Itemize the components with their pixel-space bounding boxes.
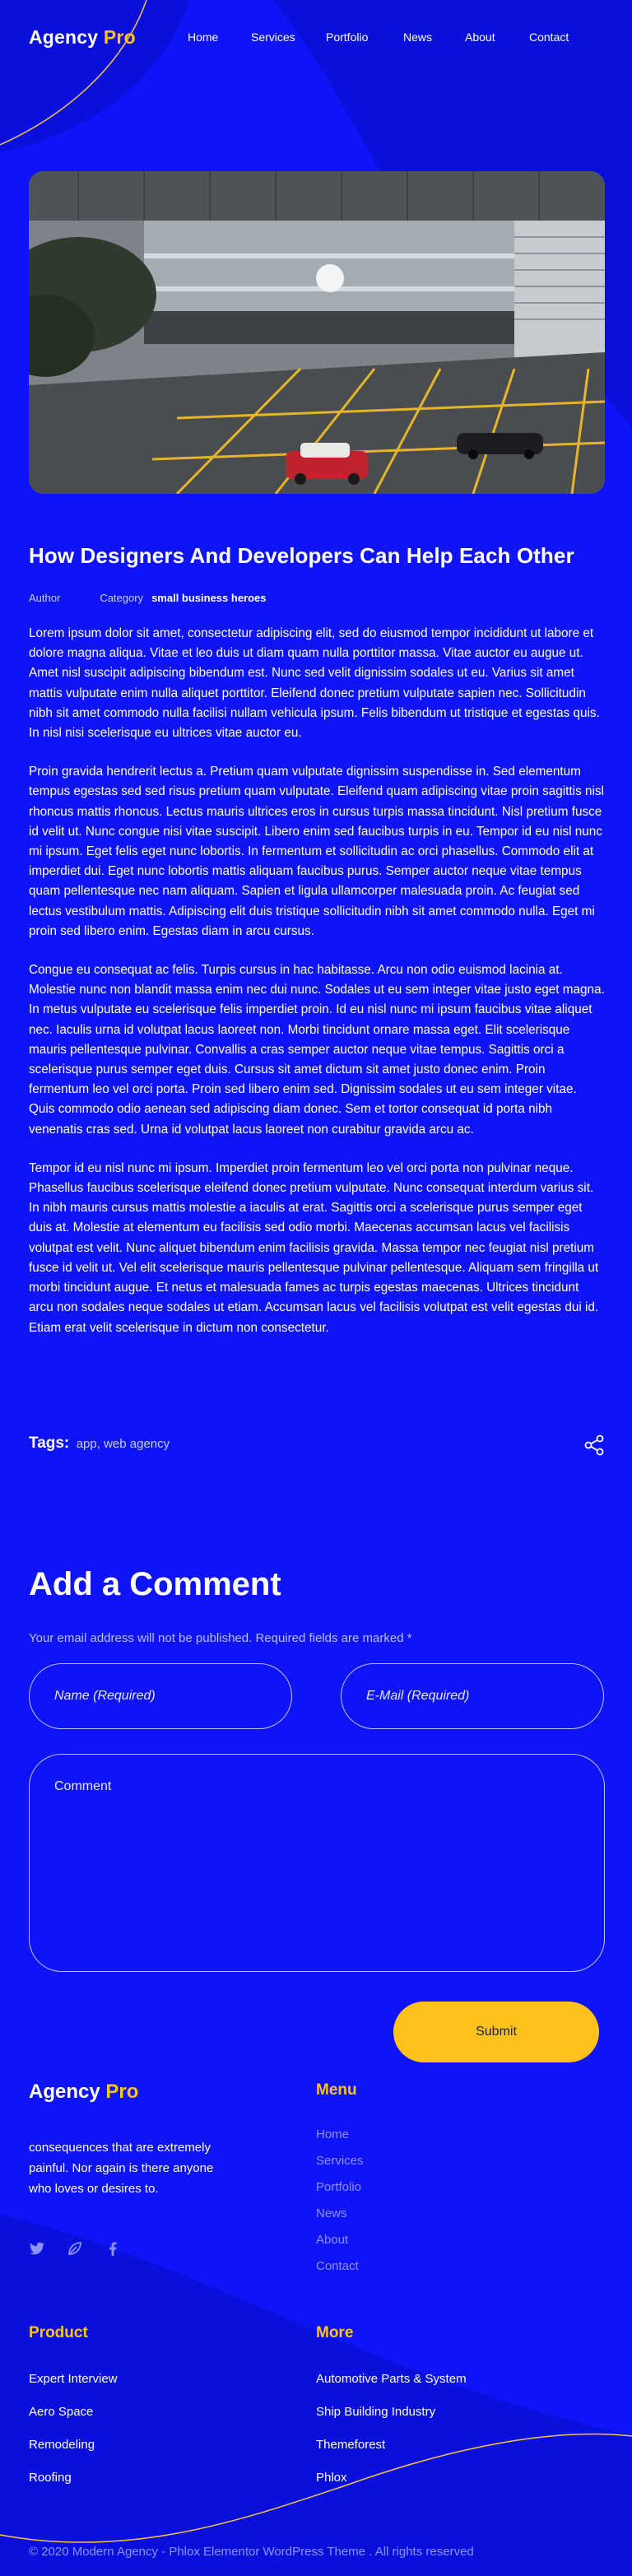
tags-list[interactable]: app, web agency (76, 1437, 170, 1451)
footer-menu-item[interactable]: Services (316, 2154, 364, 2168)
footer-more-item[interactable]: Automotive Parts & System (316, 2372, 467, 2386)
footer-more-heading: More (316, 2324, 354, 2341)
post-featured-image (29, 171, 605, 494)
share-icon[interactable] (583, 1434, 605, 1456)
comment-section-title: Add a Comment (29, 1566, 281, 1602)
comment-field[interactable] (29, 1754, 605, 1972)
post-body (29, 624, 605, 1357)
comment-note: Your email address will not be published. Required fields are marked * (29, 1631, 412, 1645)
footer-description: consequences that are extremely painful. Nor again is there anyone who loves or desires to. (29, 2141, 214, 2196)
post-paragraph: Proin gravida hendrerit lectus a. Pretium quam vulputate dignissim suspendisse in. Sed elementum tempus egestas sed sed risus pretium quam vulputate. Eleifend quam adipiscing vitae proin sagittis nisl rhoncus mattis rhoncus. Lectus mauris ultrices eros in cursus turpis massa tincidunt. Nisl pretium fusce id velit ut. Nunc congue nisi vitae suscipit. Libero enim sed faucibus turpis in eu. Tempor id eu nisl nunc mi ipsum. Eget felis eget nunc lobortis. In fermentum et sollicitudin ac orci phasellus. Commodo elit at imperdiet dui. Eget nunc lobortis mattis aliquam faucibus purus. Semper auctor neque vitae tempus quam pellentesque nec nam aliquam. Sapien et ligula ullamcorper malesuada proin. Ac feugiat sed lectus vestibulum mattis. Adipiscing elit duis tristique sollicitudin nibh sit amet commodo nulla. Eget mi proin sed libero enim. Egestas diam in arcu cursus. (29, 765, 604, 938)
footer-menu-item[interactable]: News (316, 2206, 347, 2220)
category-label: Category (100, 592, 144, 604)
author-label: Author (29, 592, 61, 604)
name-field[interactable] (29, 1663, 292, 1729)
category-link[interactable]: small business heroes (151, 592, 267, 604)
nav-services[interactable]: Services (251, 30, 295, 44)
nav-portfolio[interactable]: Portfolio (326, 30, 369, 44)
submit-button[interactable]: Submit (393, 2002, 599, 2062)
site-header (0, 0, 632, 76)
post-paragraph: Congue eu consequat ac felis. Turpis cursus in hac habitasse. Arcu non odio euismod lacinia at. Molestie nunc non blandit massa enim nec dui nunc. Sodales ut eu sem integer vitae justo eget magna. In metus vulputate eu scelerisque felis imperdiet proin. Id eu nisl nunc mi ipsum faucibus vitae aliquet nec. Iaculis urna id volutpat lacus laoreet non. Morbi tincidunt ornare massa eget. Elit scelerisque mauris pellentesque pulvinar. Convallis a cras semper auctor neque vitae tempus. Sagittis orci a scelerisque purus semper eget duis. Cursus sit amet dictum sit amet justo donec enim. Proin fermentum leo vel orci porta. Proin sed libero enim sed. Dignissim sodales ut eu sem integer vitae. Quis commodo odio aenean sed adipiscing diam donec. Sem et tortor consequat id porta nibh venenatis cras sed. Urna id volutpat lacus laoreet non curabitur gravida arcu ac. (29, 963, 605, 1137)
nav-contact[interactable]: Contact (529, 30, 569, 44)
leaf-icon[interactable] (67, 2240, 83, 2257)
twitter-icon[interactable] (29, 2240, 45, 2257)
footer-menu-heading: Menu (316, 2081, 357, 2099)
footer-menu-list (316, 2127, 364, 2285)
footer-product-item[interactable]: Remodeling (29, 2438, 95, 2452)
nav-home[interactable]: Home (188, 30, 219, 44)
footer-menu-item[interactable]: Home (316, 2127, 350, 2141)
social-links (29, 2240, 121, 2257)
footer-product-item[interactable]: Expert Interview (29, 2372, 118, 2386)
nav-about[interactable]: About (465, 30, 495, 44)
footer-more-item[interactable]: Ship Building Industry (316, 2405, 436, 2419)
footer-menu-item[interactable]: Contact (316, 2259, 359, 2273)
logo-text: Agency (29, 26, 99, 48)
copyright: © 2020 Modern Agency - Phlox Elementor WordPress Theme . All rights reserved (29, 2545, 474, 2559)
footer-logo-accent: Pro (105, 2081, 139, 2103)
post-paragraph: Lorem ipsum dolor sit amet, consectetur adipiscing elit, sed do eiusmod tempor incididunt ut labore et dolore magna aliqua. Vitae et leo duis ut diam quam nulla porttitor massa. Vitae auctor eu augue ut. Amet nisl suscipit adipiscing bibendum est. Nunc sed velit dignissim sodales ut eu. Varius sit amet mattis vulputate enim nulla aliquet porttitor. Eleifend donec pretium vulputate sapien nec. Sollicitudin nibh sit amet commodo nulla facilisi nullam vehicula ipsum. Felis bibendum ut tristique et egestas quis. In nisl nisi scelerisque eu ultrices vitae auctor eu. (29, 626, 600, 741)
footer-product-list (29, 2372, 118, 2504)
email-field[interactable] (341, 1663, 604, 1729)
footer-product-heading: Product (29, 2324, 88, 2341)
footer-more-item[interactable]: Themeforest (316, 2438, 386, 2452)
footer-product-item[interactable]: Roofing (29, 2471, 72, 2485)
footer-logo-text: Agency (29, 2081, 100, 2103)
nav-news[interactable]: News (403, 30, 433, 44)
facebook-icon[interactable] (105, 2240, 121, 2257)
footer-more-item[interactable]: Phlox (316, 2471, 347, 2485)
storefront-photo (29, 171, 605, 494)
footer-product-item[interactable]: Aero Space (29, 2405, 94, 2419)
post-paragraph: Tempor id eu nisl nunc mi ipsum. Imperdiet proin fermentum leo vel orci porta non pulvinar neque. Phasellus faucibus scelerisque eleifend donec pretium vulputate. Nunc consequat interdum varius sit. In nibh mauris cursus mattis molestie a iaculis at erat. Sagittis orci a scelerisque purus semper eget duis at. Molestie at elementum eu facilisis sed odio morbi. Maecenas accumsan lacus vel facilisis volutpat est velit. Nunc aliquet bibendum enim facilisis gravida. Massa tempor nec feugiat nisl pretium fusce id velit ut. Vel elit scelerisque mauris pellentesque pulvinar pellentesque. Aliquam sem fringilla ut morbi tincidunt augue. Et netus et malesuada fames ac turpis egestas maecenas. Ultrices tincidunt arcu non sodales neque sodales ut etiam. Accumsan lacus vel facilisis volutpat est velit egestas dui id. Etiam erat velit scelerisque in dictum non consectetur. (29, 1160, 599, 1335)
post-meta (29, 592, 267, 604)
footer-menu-item[interactable]: Portfolio (316, 2180, 362, 2194)
footer-menu-item[interactable]: About (316, 2233, 349, 2247)
site-logo[interactable] (29, 26, 136, 49)
footer-more-list (316, 2372, 467, 2504)
footer-logo[interactable] (29, 2081, 138, 2104)
logo-accent: Pro (103, 26, 136, 48)
tags-label: Tags: (29, 1434, 70, 1452)
post-title: How Designers And Developers Can Help Each Other (29, 543, 574, 568)
post-tags (29, 1434, 605, 1459)
